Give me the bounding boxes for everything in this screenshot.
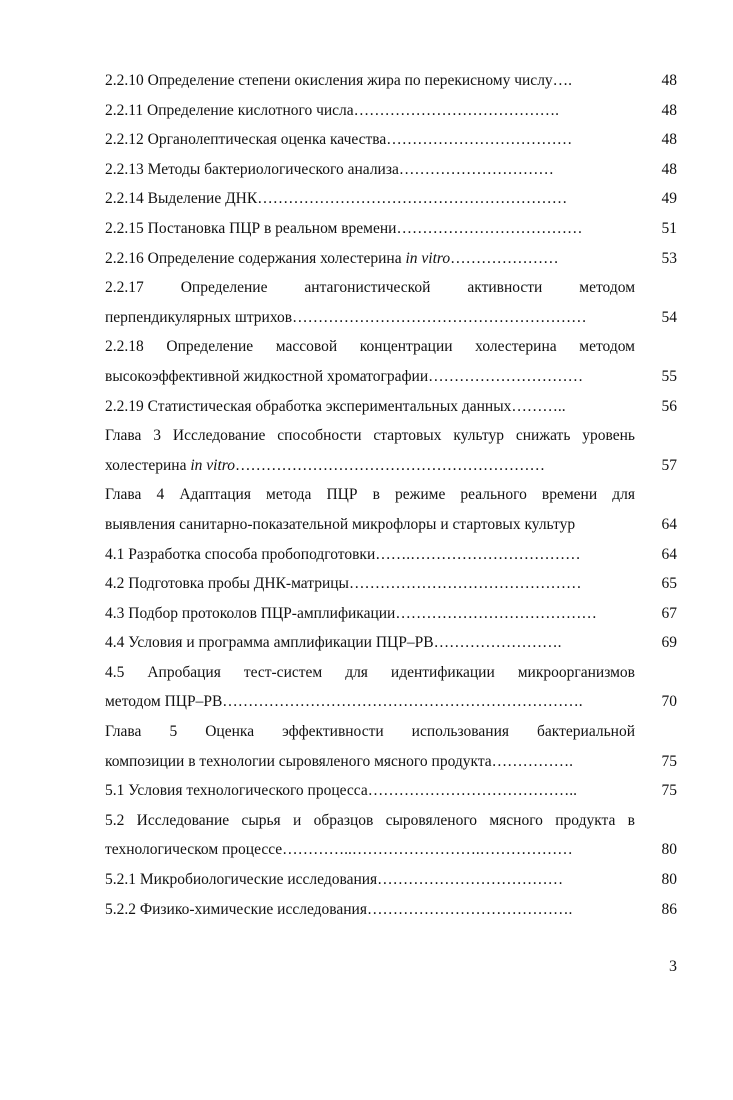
page-number: 3	[669, 958, 677, 975]
toc-entry-4-5-line2	[105, 687, 677, 717]
toc-entry-text-post: ……………………………………………………	[234, 456, 545, 474]
toc-entry-text: Глава 3 Исследование способности стартовых культур снижать уровень	[105, 427, 635, 445]
toc-entry-5-2-line1	[105, 806, 677, 836]
toc-entry-5-2-line2	[105, 835, 677, 865]
toc-entry-4-2	[105, 569, 677, 599]
toc-entry-2-2-14	[105, 184, 677, 214]
toc-entry-2-2-15	[105, 214, 677, 244]
toc-entry-page: 48	[661, 131, 677, 149]
toc-entry-text	[105, 451, 545, 481]
toc-entry-chapter-4-line1	[105, 480, 677, 510]
toc-entry-text: 2.2.14 Выделение ДНК……………………………………………………	[105, 190, 568, 208]
toc-entry-chapter-5-line1	[105, 717, 677, 747]
toc-entry-text: 4.3 Подбор протоколов ПЦР-амплификации…………………………………	[105, 604, 597, 622]
toc-entry-page: 64	[661, 515, 677, 533]
toc-entry-text-pre: 2.2.16 Определение содержания холестерина	[105, 249, 406, 267]
toc-entry-text-post: …………………	[450, 249, 559, 267]
toc-entry-page: 48	[661, 101, 677, 119]
toc-entry-text-italic: in vitro	[190, 456, 235, 474]
toc-entry-text: методом ПЦР–РВ…………………………………………………………….	[105, 693, 583, 711]
toc-entry-page: 65	[661, 575, 677, 593]
toc-entry-text: 4.2 Подготовка пробы ДНК-матрицы………………………………………	[105, 575, 582, 593]
toc-entry-text: 2.2.12 Органолептическая оценка качества………………………………	[105, 131, 573, 149]
toc-entry-chapter-4-line2	[105, 510, 677, 540]
toc-entry-5-1	[105, 776, 677, 806]
toc-entry-text: 2.2.18 Определение массовой концентрации холестерина методом	[105, 338, 635, 356]
toc-entry-text	[105, 244, 559, 274]
toc-entry-2-2-16	[105, 244, 677, 274]
toc-entry-page: 57	[661, 456, 677, 474]
toc-entry-page: 80	[661, 841, 677, 859]
toc-entry-page: 75	[661, 752, 677, 770]
toc-entry-5-2-1	[105, 865, 677, 895]
toc-entry-text: Глава 5 Оценка эффективности использования бактериальной	[105, 723, 635, 741]
toc-entry-text-italic: in vitro	[405, 249, 451, 267]
toc-entry-text: перпендикулярных штрихов…………………………………………………	[105, 308, 587, 326]
toc-entry-page: 49	[661, 190, 677, 208]
toc-entry-page: 53	[661, 249, 677, 267]
toc-entry-2-2-11	[105, 96, 677, 126]
toc-entry-text: выявления санитарно-показательной микрофлоры и стартовых культур	[105, 515, 576, 533]
toc-entry-text: 5.1 Условия технологического процесса…………………………………..	[105, 782, 577, 800]
toc-entry-page: 75	[661, 782, 677, 800]
toc-entry-text: высокоэффективной жидкостной хроматографии…………………………	[105, 367, 584, 385]
toc-entry-text: Глава 4 Адаптация метода ПЦР в режиме реального времени для	[105, 486, 635, 504]
toc-entry-page: 69	[661, 634, 677, 652]
toc-entry-chapter-3-line2	[105, 451, 677, 481]
toc-entry-2-2-17-line1	[105, 273, 677, 303]
toc-entry-2-2-18-line1	[105, 332, 677, 362]
toc-entry-4-3	[105, 599, 677, 629]
toc-entry-text: 4.4 Условия и программа амплификации ПЦР–РВ…………………….	[105, 634, 562, 652]
toc-entry-text: 5.2.2 Физико-химические исследования………………………………….	[105, 900, 573, 918]
toc-entry-text: композиции в технологии сыровяленого мясного продукта…………….	[105, 752, 574, 770]
toc-entry-page: 80	[661, 871, 677, 889]
toc-entry-text: 2.2.19 Статистическая обработка экспериментальных данных………..	[105, 397, 566, 415]
toc-entry-page: 67	[661, 604, 677, 622]
toc-entry-text: 4.5 Апробация тест-систем для идентификации микроорганизмов	[105, 663, 635, 681]
toc-entry-page: 48	[661, 72, 677, 89]
toc-entry-page: 70	[661, 693, 677, 711]
toc-entry-page: 56	[661, 397, 677, 415]
toc-entry-text: 2.2.11 Определение кислотного числа………………………………….	[105, 101, 560, 119]
toc-entry-text: 2.2.15 Постановка ПЦР в реальном времени………………………………	[105, 219, 583, 237]
toc-entry-2-2-12	[105, 125, 677, 155]
toc-entry-chapter-5-line2	[105, 747, 677, 777]
toc-entry-text: 5.2.1 Микробиологические исследования………………………………	[105, 871, 564, 889]
toc-entry-4-4	[105, 628, 677, 658]
toc-entry-4-5-line1	[105, 658, 677, 688]
toc-entry-text: технологическом процессе…………..…………………….………………	[105, 841, 573, 859]
toc-entry-page: 48	[661, 160, 677, 178]
toc-entry-4-1	[105, 540, 677, 570]
toc-entry-text: 5.2 Исследование сырья и образцов сыровяленого мясного продукта в	[105, 811, 635, 829]
toc-entry-text-pre: холестерина	[105, 456, 191, 474]
toc-entry-page: 55	[661, 367, 677, 385]
toc-entry-2-2-17-line2	[105, 303, 677, 333]
toc-entry-page: 64	[661, 545, 677, 563]
toc-entry-page: 51	[661, 219, 677, 237]
toc-entry-2-2-18-line2	[105, 362, 677, 392]
toc-entry-text: 2.2.13 Методы бактериологического анализа…………………………	[105, 160, 554, 178]
toc-entry-page: 86	[661, 900, 677, 918]
toc-entry-2-2-10	[105, 66, 677, 96]
toc-entry-5-2-2	[105, 895, 677, 925]
toc-entry-page: 54	[661, 308, 677, 326]
toc-entry-chapter-3-line1	[105, 421, 677, 451]
table-of-contents	[105, 66, 677, 924]
toc-entry-text: 4.1 Разработка способа пробоподготовки…….……………………………	[105, 545, 581, 563]
toc-entry-text: 2.2.17 Определение антагонистической активности методом	[105, 279, 635, 297]
toc-entry-text: 2.2.10 Определение степени окисления жира по перекисному числу….	[105, 72, 573, 89]
toc-entry-2-2-13	[105, 155, 677, 185]
toc-entry-2-2-19	[105, 392, 677, 422]
